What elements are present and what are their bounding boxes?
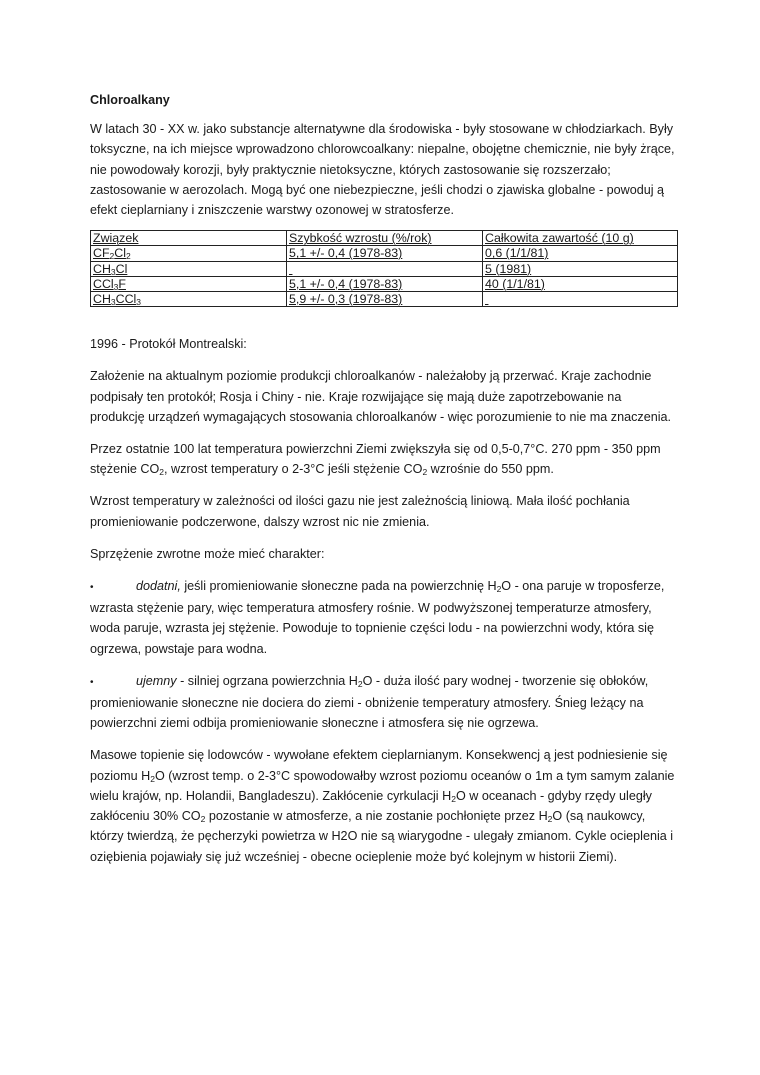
protocol-heading: 1996 - Protokół Montrealski: [90, 337, 247, 352]
bullet-term: ujemny [136, 673, 177, 688]
header-total: Całkowita zawartość (10 g) [483, 231, 678, 246]
intro-paragraph: W latach 30 - XX w. jako substancje alternatywne dla środowiska - były stosowane w chłodziarkach. Były toksyczne, na ich miejsce wprowadzono chlorowcoalkany: niepalne, obojętne chemicznie, nie były żrące, nie powodowały korozji, były praktycznie nietoksyczne, których zastosowanie się rozszerzało; zastosowanie w aerozolach. Mogą być one niebezpieczne, jeśli chodzi o zjawiska globalne - powoduj ą efekt cieplarniany i zniszczenie warstwy ozonowej w stratosferze. [90, 122, 675, 218]
compounds-table [90, 230, 678, 307]
total-cell: 0,6 (1/1/81) [483, 246, 678, 261]
rate-cell: 5,1 +/- 0,4 (1978-83) [287, 246, 483, 261]
compound-cell: $CH_3CCl_3$ [91, 292, 287, 307]
total-cell [483, 292, 678, 307]
compound-cell: $CH_3Cl$ [91, 261, 287, 276]
table-row [91, 246, 678, 261]
temperature-paragraph: Przez ostatnie 100 lat temperatura powierzchni Ziemi zwiększyła się od 0,5-0,7°C. 270 ppm - 350 ppm stężenie $CO_2$, wzrost temperatury o 2-3°C jeśli stężenie $CO_2$ wzrośnie do 550 ppm. [90, 442, 661, 478]
rate-cell: 5,9 +/- 0,3 (1978-83) [287, 292, 483, 307]
bullet-positive: • dodatni, jeśli promieniowanie słoneczne pada na powierzchnię $H_2O$ - ona paruje w troposferze, wzrasta stężenie pary, więc temperatura atmosfery rośnie. W podwyższonej temperaturze atmosfery, woda paruje, wzrasta jej stężenie. Powoduje to topnienie części lodu - na powierzchni wody, która się ogrzewa, powstaje para wodna. [90, 579, 665, 656]
protocol-paragraph: Założenie na aktualnym poziomie produkcji chloroalkanów - należałoby ją przerwać. Kraje zachodnie podpisały ten protokół; Rosja i Chiny - nie. Kraje rozwijające się mają duże zapotrzebowanie na produkcję urządzeń wymagających stosowania chloroalkanów - więc porozumienie to nie ma znaczenia. [90, 369, 672, 424]
bullet-negative: • ujemny - silniej ogrzana powierzchnia $H_2O$ - duża ilość pary wodnej - tworzenie się obłoków, promieniowanie słoneczne nie dociera do ziemi - obniżenie temperatury atmosfery. Śnieg leżący na powierzchni ziemi odbija promieniowanie słoneczne i atmosfera się nie ogrzewa. [90, 673, 649, 731]
rate-cell: 5,1 +/- 0,4 (1978-83) [287, 276, 483, 291]
total-cell: 40 (1/1/81) [483, 276, 678, 291]
header-rate: Szybkość wzrostu (%/rok) [287, 231, 483, 246]
total-cell: 5 (1981) [483, 261, 678, 276]
table-header-row [91, 231, 678, 246]
bullet-mark: • [90, 676, 94, 688]
document-title: Chloroalkany [90, 93, 170, 107]
growth-paragraph: Wzrost temperatury w zależności od ilości gazu nie jest zależnością liniową. Mała ilość pochłania promieniowanie podczerwone, dalszy wzrost nic nie zmienia. [90, 494, 630, 529]
bullet-term: dodatni, [136, 579, 181, 594]
feedback-paragraph: Sprzężenie zwrotne może mieć charakter: [90, 546, 325, 561]
document-page [90, 90, 678, 879]
table-row [91, 261, 678, 276]
table-row [91, 292, 678, 307]
final-paragraph: Masowe topienie się lodowców - wywołane efektem cieplarnianym. Konsekwencj ą jest podniesienie się poziomu $H_2O$ (wzrost temp. o 2-3°C spowodowałby wzrost poziomu oceanów o 1m a tym samym zalanie wielu krajów, np. Holandii, Bangladeszu). Zakłócenie cyrkulacji $H_2O$ w oceanach - gdyby rzędy uległy zakłóceniu 30% $CO_2$ pozostanie w atmosferze, a nie zostanie pochłonięte przez $H_2O$ (są naukowcy, którzy twierdzą, że pęcherzyki powietrza w H2O nie są wiarygodne - ulegały zmianom. Cykle ocieplenia i oziębienia pojawiały się już wcześniej - obecne ocieplenie może być kolejnym w historii Ziemi). [90, 748, 675, 864]
compound-cell: CCl$_3$F [91, 276, 287, 291]
compound-cell: $CF_2Cl_2$ [91, 246, 287, 261]
table-row [91, 276, 678, 291]
bullet-mark: • [90, 582, 94, 594]
rate-cell [287, 261, 483, 276]
header-compound: Związek [91, 231, 287, 246]
